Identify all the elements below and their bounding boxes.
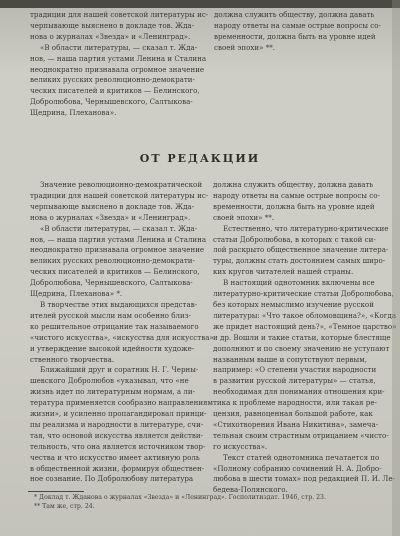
text-line: ких кругов читателей нашей страны.	[213, 267, 354, 277]
footnote-2: ** Там же, стр. 24.	[34, 503, 95, 510]
text-line: пы реализма и народности в литературе, счи-	[30, 419, 204, 429]
footnote-rule	[28, 491, 84, 492]
text-line: нов, — наша партия устами Ленина и Сталина	[30, 53, 207, 63]
text-line: ное сознание. По Добролюбову литература	[30, 474, 194, 484]
text-line: нова о журналах «Звезда» и «Ленинград».	[30, 212, 191, 222]
text-line: «Стихотворения Ивана Никитина», замеча-	[213, 419, 379, 429]
text-line: Добролюбова, Чернышевского, Салтыкова-	[30, 97, 193, 107]
text-line: «В области литературы, — сказал т. Жда-	[40, 223, 198, 233]
text-line: туры, должны стать достоянием самых широ-	[213, 256, 386, 266]
text-line: тика к проблеме народности, или такая ре-	[213, 398, 377, 408]
text-line: в общественной жизни, формируя обществен-	[30, 463, 205, 473]
text-line: лой раскрыто общественное значение литера-	[213, 245, 389, 255]
text-line: шевского Добролюбов «указывал, что «не	[30, 376, 189, 386]
text-line: ко решительное отрицание так называемого	[30, 321, 199, 331]
text-line: своей эпохи» **.	[214, 42, 276, 52]
text-line: статьи Добролюбова, в которых с такой си-	[213, 234, 376, 244]
text-line: черпывающе выяснено в докладе тов. Жда-	[30, 20, 195, 30]
text-line: традиции для нашей советской литературы ис-	[30, 10, 209, 19]
text-line: великих русских революционно-демократи-	[30, 75, 195, 85]
text-line: жизни», и усиленно пропагандировал принци-	[30, 409, 207, 419]
text-line: «чистого искусства», «искусства для искусства»	[30, 332, 214, 342]
text-line: В творчестве этих выдающихся представ-	[40, 299, 198, 309]
text-line: своей эпохи» **.	[213, 212, 275, 222]
text-line: В настоящий однотомник включены все	[223, 278, 375, 288]
text-line: нов, — наша партия устами Ленина и Сталина	[30, 234, 207, 244]
top-left-text-block	[30, 10, 208, 119]
text-line: Щедрина, Плеханова» *.	[30, 289, 123, 299]
text-line: тельность, что она является источником твор-	[30, 441, 206, 451]
text-line: бедева-Полянского.	[213, 485, 288, 495]
page-edge-shadow	[392, 0, 400, 536]
text-line: тература применяется сообразно направлениям	[30, 398, 214, 408]
text-line: ческих писателей и критиков — Белинского,	[30, 267, 200, 277]
text-line: Щедрина, Плеханова».	[30, 108, 117, 118]
text-line: нова о журналах «Звезда» и «Ленинград».	[30, 31, 191, 41]
text-line: Текст статей однотомника печатается по	[223, 452, 380, 462]
text-line: цензия, равноценная большой работе, как	[213, 409, 373, 419]
text-line: народу ответы на самые острые вопросы со-	[214, 20, 381, 30]
right-column	[213, 180, 397, 496]
page-top-shadow	[0, 0, 400, 8]
text-line: в развитии русской литературы» — статья,	[213, 376, 376, 386]
text-line: «Полному собранию сочинений Н. А. Добро-	[213, 463, 382, 473]
text-line: тельная своим страстным отрицанием «чисто-	[213, 430, 389, 440]
text-line: «В области литературы, — сказал т. Жда-	[40, 42, 198, 52]
page-heading: ОТ РЕДАКЦИИ	[139, 152, 261, 165]
text-line: любова в шести томах» под редакцией П. И. Ле-	[213, 474, 395, 484]
text-line: великих русских революционно-демократи-	[30, 256, 195, 266]
text-line: например: «О степени участия народности	[213, 365, 377, 375]
text-line: ческих писателей и критиков — Белинского,	[30, 86, 200, 96]
text-line: тая, что основой искусства является действи-	[30, 430, 204, 440]
text-line: Естественно, что литературно-критические	[223, 223, 389, 233]
text-line: и утверждение высокой идейности художе-	[30, 343, 195, 353]
text-line: Добролюбова, Чернышевского, Салтыкова-	[30, 278, 193, 288]
text-line: традиции для нашей советской литературы ис-	[30, 190, 209, 200]
text-line: необходимая для понимания отношения кри-	[213, 387, 385, 397]
text-line: временности, должна быть на уровне идей	[214, 31, 376, 41]
text-line: без которых немыслимо изучение русской	[213, 299, 374, 309]
text-line: временности, должна быть на уровне идей	[213, 201, 375, 211]
text-line: и др. Вошли и такие статьи, которые блестяще	[213, 332, 391, 342]
text-line: литературно-критические статьи Добролюбова,	[213, 289, 394, 299]
text-line: народу ответы на самые острые вопросы со-	[213, 190, 380, 200]
left-column	[30, 180, 214, 485]
text-line: черпывающе выяснено в докладе тов. Жда-	[30, 201, 195, 211]
text-line: неоднократно признавала огромное значение	[30, 64, 205, 74]
text-line: неоднократно признавала огромное значение	[30, 245, 205, 255]
text-line: же придет настоящий день?», «Темное царство»	[213, 321, 397, 331]
text-line: ственного творчества.	[30, 354, 115, 364]
text-line: Значение революционно-демократической	[40, 180, 203, 189]
text-line: жизнь идет по литературным нормам, а ли-	[30, 387, 196, 397]
text-line: ителей русской мысли нам особенно близ-	[30, 310, 191, 320]
text-line: дополняют и по своему значению не уступают	[213, 343, 390, 353]
text-line: литературы: «Что такое обломовщина?», «Когда	[213, 310, 397, 320]
text-line: Ближайший друг и соратник Н. Г. Черны-	[40, 365, 199, 375]
text-line: названным выше и сопутствуют первым,	[213, 354, 367, 364]
text-line: го искусства».	[213, 441, 268, 451]
text-line: должна служить обществу, должна давать	[213, 180, 374, 189]
text-line: должна служить обществу, должна давать	[214, 10, 375, 19]
footnote-1: * Доклад т. Жданова о журналах «Звезда» и «Ленинград». Госполитиздат. 1946, стр. 23.	[34, 494, 326, 501]
text-line: чества и что искусство имеет активную роль	[30, 452, 200, 462]
top-right-text-block	[214, 10, 381, 54]
